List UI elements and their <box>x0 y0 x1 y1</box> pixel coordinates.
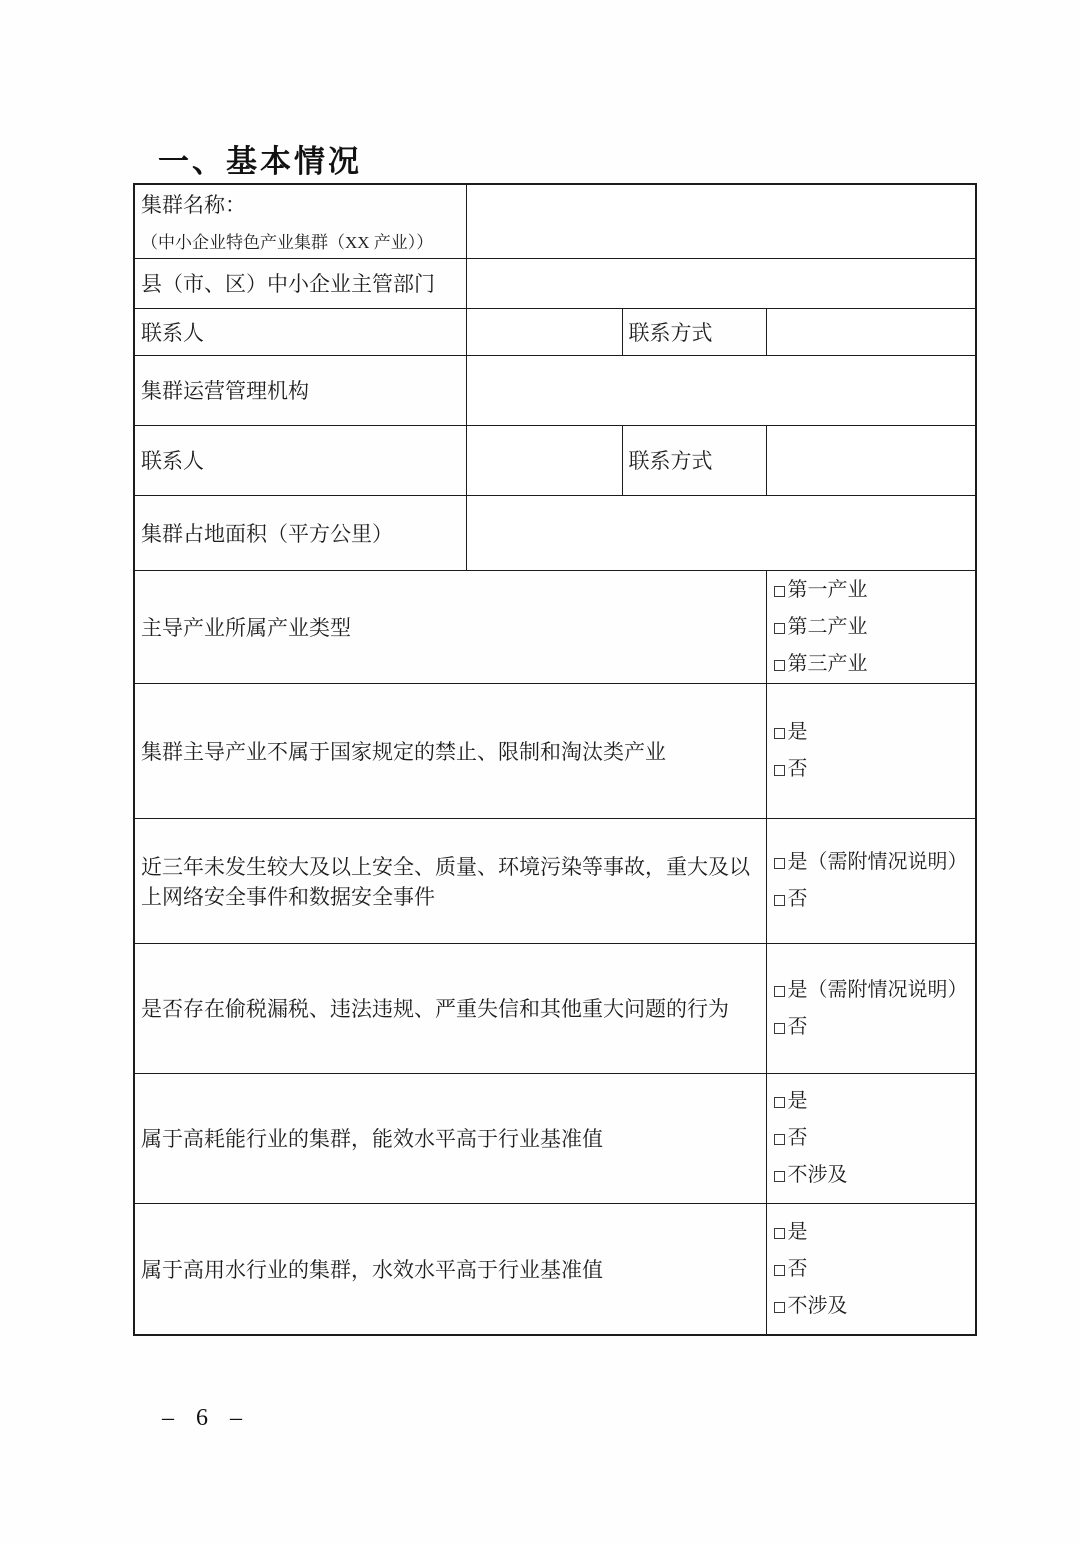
option-yes-with-note <box>774 849 972 875</box>
checkbox-icon[interactable] <box>774 1265 785 1276</box>
contact-person-label: 联系人 <box>134 425 466 495</box>
option-label: 是（需附情况说明） <box>787 851 968 873</box>
table-row <box>134 570 976 683</box>
checkbox-icon[interactable] <box>774 623 785 634</box>
option-label: 是 <box>787 1090 808 1112</box>
checkbox-icon[interactable] <box>774 1023 785 1034</box>
basic-info-table <box>133 183 977 1336</box>
violations-label: 是否存在偷税漏税、违法违规、严重失信和其他重大问题的行为 <box>134 943 766 1073</box>
contact-person-input[interactable] <box>466 308 622 355</box>
not-prohibited-industry-label: 集群主导产业不属于国家规定的禁止、限制和淘汰类产业 <box>134 683 766 818</box>
no-accidents-label: 近三年未发生较大及以上安全、质量、环境污染等事故，重大及以上网络安全事件和数据安全事件 <box>134 818 766 943</box>
operator-input[interactable] <box>466 355 976 425</box>
option-no <box>774 756 972 782</box>
option-label: 是（需附情况说明） <box>787 978 968 1001</box>
checkbox-icon[interactable] <box>774 1171 785 1182</box>
option-yes <box>774 719 972 745</box>
area-label: 集群占地面积（平方公里） <box>134 495 466 570</box>
operator-label: 集群运营管理机构 <box>134 355 466 425</box>
option-no <box>774 1014 972 1040</box>
water-efficiency-options-cell <box>766 1203 976 1335</box>
option-tertiary-industry <box>774 651 972 677</box>
option-label: 否 <box>787 1257 808 1280</box>
option-label: 不涉及 <box>787 1164 848 1186</box>
option-not-applicable <box>774 1293 972 1319</box>
cluster-name-input[interactable] <box>466 184 976 258</box>
contact-method-label: 联系方式 <box>622 425 766 495</box>
contact-person-label: 联系人 <box>134 308 466 355</box>
table-row <box>134 1073 976 1203</box>
option-label: 否 <box>787 1015 808 1038</box>
option-label: 否 <box>787 888 808 910</box>
cluster-name-label: 集群名称： <box>141 193 246 218</box>
cluster-name-sublabel: （中小企业特色产业集群（XX 产业）） <box>141 233 434 253</box>
checkbox-icon[interactable] <box>774 895 785 906</box>
area-input[interactable] <box>466 495 976 570</box>
energy-efficiency-label: 属于高耗能行业的集群，能效水平高于行业基准值 <box>134 1073 766 1203</box>
not-prohibited-options-cell <box>766 683 976 818</box>
contact-method-label: 联系方式 <box>622 308 766 355</box>
option-label: 否 <box>787 1127 808 1149</box>
checkbox-icon[interactable] <box>774 765 785 776</box>
checkbox-icon[interactable] <box>774 586 785 597</box>
contact-person-input[interactable] <box>466 425 622 495</box>
table-row <box>134 495 976 570</box>
option-label: 是 <box>787 1220 808 1243</box>
option-primary-industry <box>774 577 972 603</box>
option-no <box>774 1256 972 1282</box>
table-row <box>134 1203 976 1335</box>
violations-options-cell <box>766 943 976 1073</box>
option-label: 是 <box>787 721 808 743</box>
checkbox-icon[interactable] <box>774 1134 785 1145</box>
table-row <box>134 818 976 943</box>
table-row <box>134 683 976 818</box>
contact-method-input[interactable] <box>766 425 976 495</box>
checkbox-icon[interactable] <box>774 660 785 671</box>
cluster-name-label-cell <box>134 184 466 258</box>
checkbox-icon[interactable] <box>774 858 785 869</box>
table-row <box>134 425 976 495</box>
checkbox-icon[interactable] <box>774 1097 785 1108</box>
industry-type-label: 主导产业所属产业类型 <box>134 570 766 683</box>
table-row <box>134 943 976 1073</box>
contact-method-input[interactable] <box>766 308 976 355</box>
checkbox-icon[interactable] <box>774 986 785 997</box>
checkbox-icon[interactable] <box>774 1302 785 1313</box>
option-yes <box>774 1219 972 1245</box>
option-label: 否 <box>787 758 808 780</box>
option-yes <box>774 1088 972 1114</box>
water-efficiency-label: 属于高用水行业的集群，水效水平高于行业基准值 <box>134 1203 766 1335</box>
table-row <box>134 308 976 355</box>
authority-input[interactable] <box>466 258 976 308</box>
table-row <box>134 355 976 425</box>
checkbox-icon[interactable] <box>774 728 785 739</box>
option-no <box>774 1125 972 1151</box>
page-number: – 6 – <box>162 1405 250 1431</box>
option-no <box>774 886 972 912</box>
option-label: 第二产业 <box>787 615 868 638</box>
energy-efficiency-options-cell <box>766 1073 976 1203</box>
option-label: 不涉及 <box>787 1294 848 1317</box>
table-row <box>134 184 976 258</box>
no-accidents-options-cell <box>766 818 976 943</box>
option-label: 第三产业 <box>787 652 868 675</box>
option-secondary-industry <box>774 614 972 640</box>
section-heading: 一、基本情况 <box>158 144 362 179</box>
industry-type-options-cell <box>766 570 976 683</box>
option-not-applicable <box>774 1162 972 1188</box>
option-label: 第一产业 <box>787 578 868 601</box>
checkbox-icon[interactable] <box>774 1228 785 1239</box>
authority-label: 县（市、区）中小企业主管部门 <box>134 258 466 308</box>
option-yes-with-note <box>774 977 972 1003</box>
table-row <box>134 258 976 308</box>
